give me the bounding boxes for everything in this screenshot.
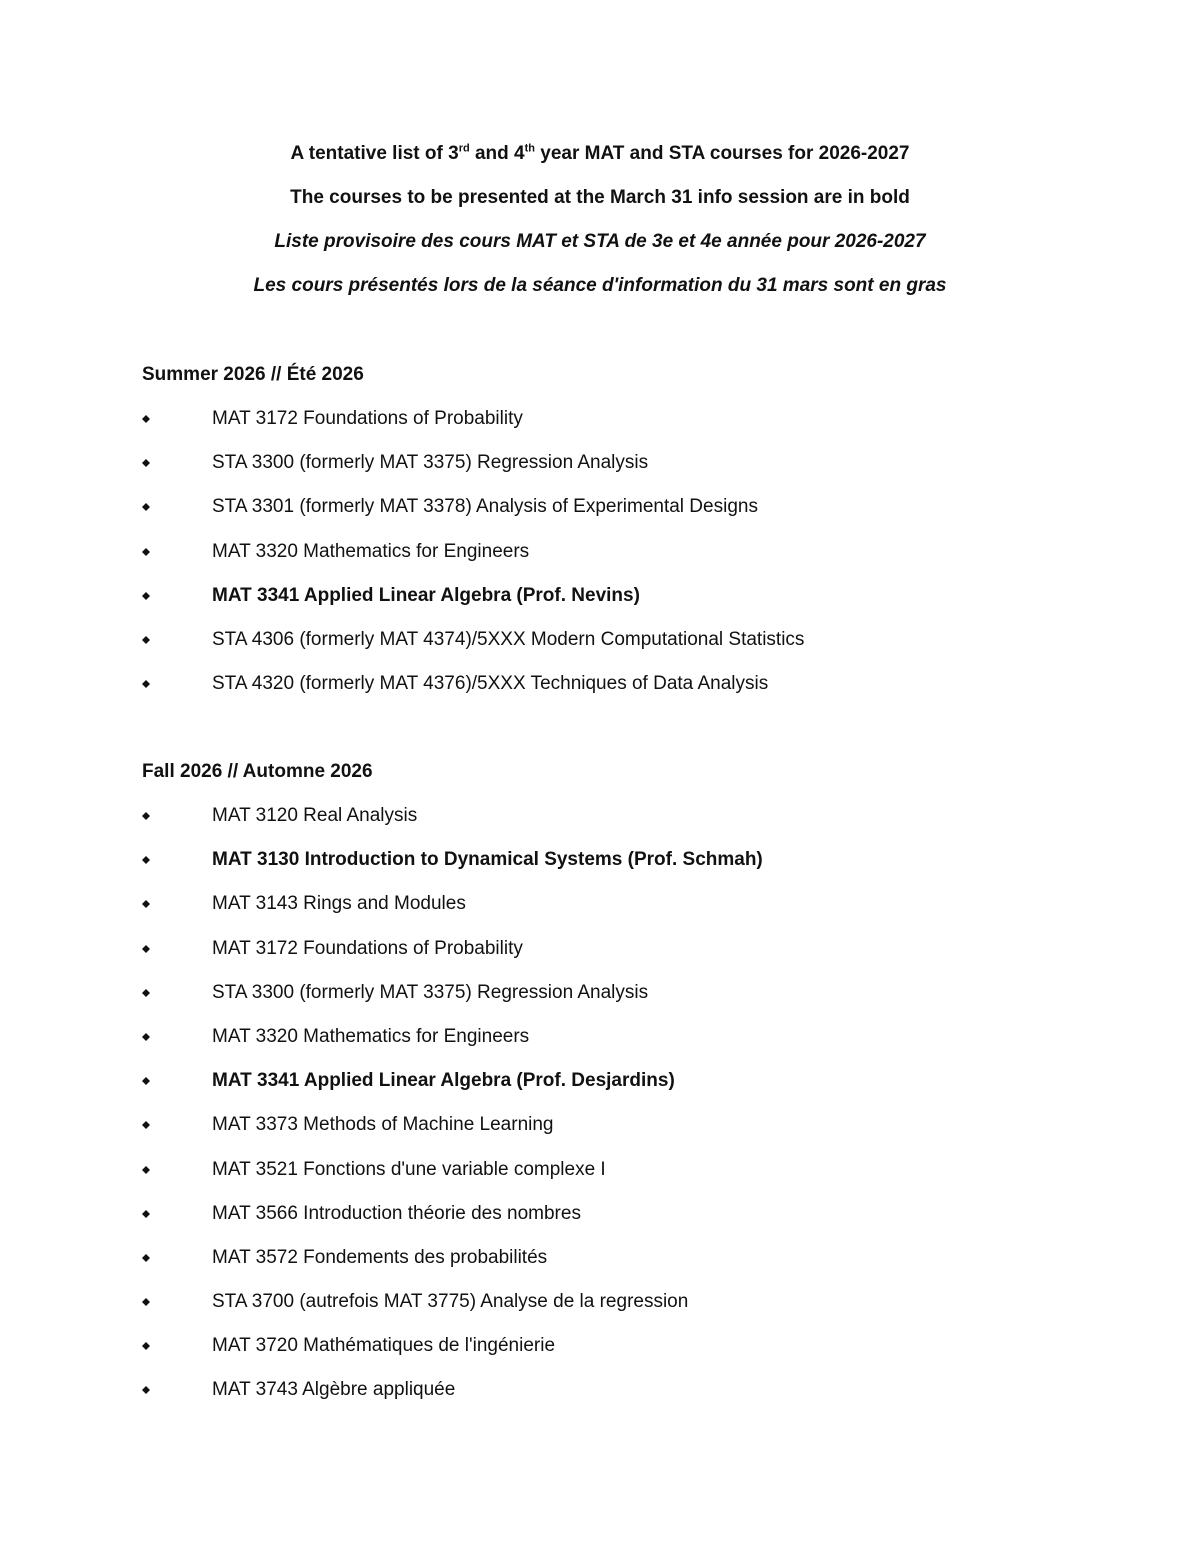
course-text: STA 3300 (formerly MAT 3375) Regression Analysis (212, 452, 649, 474)
course-text: MAT 3143 Rings and Modules (212, 893, 466, 915)
course-item (142, 935, 1142, 979)
course-item (142, 670, 1142, 714)
course-item (142, 1376, 1142, 1420)
summer-course-list (142, 405, 1142, 714)
course-text: STA 4320 (formerly MAT 4376)/5XXX Techniques of Data Analysis (212, 673, 769, 695)
course-item (142, 1200, 1142, 1244)
course-text: MAT 3341 Applied Linear Algebra (Prof. Desjardins) (212, 1070, 675, 1092)
course-text: MAT 3373 Methods of Machine Learning (212, 1114, 554, 1136)
course-item (142, 582, 1142, 626)
course-text: MAT 3130 Introduction to Dynamical Systems (Prof. Schmah) (212, 849, 763, 871)
bullet-icon (142, 856, 150, 864)
course-item (142, 1111, 1142, 1155)
subtitle-french: Les cours présentés lors de la séance d'information du 31 mars sont en gras (253, 275, 947, 296)
fall-heading: Fall 2026 // Automne 2026 (142, 761, 373, 782)
course-item (142, 493, 1142, 537)
course-text: STA 3300 (formerly MAT 3375) Regression Analysis (212, 981, 649, 1003)
bullet-icon (142, 945, 150, 953)
fall-course-list (142, 802, 1142, 1421)
bullet-icon (142, 503, 150, 511)
bullet-icon (142, 1033, 150, 1041)
course-text: MAT 3720 Mathématiques de l'ingénierie (212, 1335, 556, 1357)
bullet-icon (142, 636, 150, 644)
summer-section (142, 361, 1142, 714)
bullet-icon (142, 415, 150, 423)
bullet-icon (142, 1386, 150, 1394)
course-text: MAT 3320 Mathematics for Engineers (212, 1025, 530, 1047)
course-text: MAT 3320 Mathematics for Engineers (212, 540, 530, 562)
bullet-icon (142, 548, 150, 556)
course-text: MAT 3521 Fonctions d'une variable complexe I (212, 1158, 606, 1180)
bullet-icon (142, 1210, 150, 1218)
course-item (142, 1156, 1142, 1200)
title-french: Liste provisoire des cours MAT et STA de 3e et 4e année pour 2026-2027 (274, 231, 926, 252)
course-text: MAT 3566 Introduction théorie des nombres (212, 1202, 581, 1224)
course-text: MAT 3172 Foundations of Probability (212, 937, 523, 959)
course-item (142, 626, 1142, 670)
course-item (142, 405, 1142, 449)
course-item (142, 890, 1142, 934)
bullet-icon (142, 989, 150, 997)
bullet-icon (142, 1298, 150, 1306)
course-item (142, 1067, 1142, 1111)
course-item (142, 1332, 1142, 1376)
course-item (142, 979, 1142, 1023)
summer-heading: Summer 2026 // Été 2026 (142, 364, 364, 385)
course-item (142, 449, 1142, 493)
course-item (142, 846, 1142, 890)
course-text: STA 4306 (formerly MAT 4374)/5XXX Modern Computational Statistics (212, 628, 805, 650)
course-text: MAT 3743 Algèbre appliquée (212, 1379, 456, 1401)
title-english: A tentative list of 3rd and 4th year MAT and STA courses for 2026-2027 (290, 142, 910, 164)
course-text: MAT 3572 Fondements des probabilités (212, 1246, 548, 1268)
title-block (0, 140, 1200, 316)
bullet-icon (142, 1077, 150, 1085)
bullet-icon (142, 900, 150, 908)
course-item (142, 538, 1142, 582)
course-text: STA 3301 (formerly MAT 3378) Analysis of Experimental Designs (212, 496, 758, 518)
bullet-icon (142, 1342, 150, 1350)
bullet-icon (142, 592, 150, 600)
bullet-icon (142, 680, 150, 688)
subtitle-english: The courses to be presented at the March 31 info session are in bold (290, 187, 910, 208)
course-item (142, 1023, 1142, 1067)
course-item (142, 802, 1142, 846)
course-text: MAT 3172 Foundations of Probability (212, 408, 523, 429)
course-text: STA 3700 (autrefois MAT 3775) Analyse de la regression (212, 1291, 689, 1313)
bullet-icon (142, 1166, 150, 1174)
bullet-icon (142, 459, 150, 467)
course-item (142, 1244, 1142, 1288)
bullet-icon (142, 812, 150, 820)
course-item (142, 1288, 1142, 1332)
course-text: MAT 3341 Applied Linear Algebra (Prof. Nevins) (212, 584, 640, 606)
bullet-icon (142, 1121, 150, 1129)
course-text: MAT 3120 Real Analysis (212, 805, 418, 826)
fall-section (142, 758, 1142, 1421)
bullet-icon (142, 1254, 150, 1262)
